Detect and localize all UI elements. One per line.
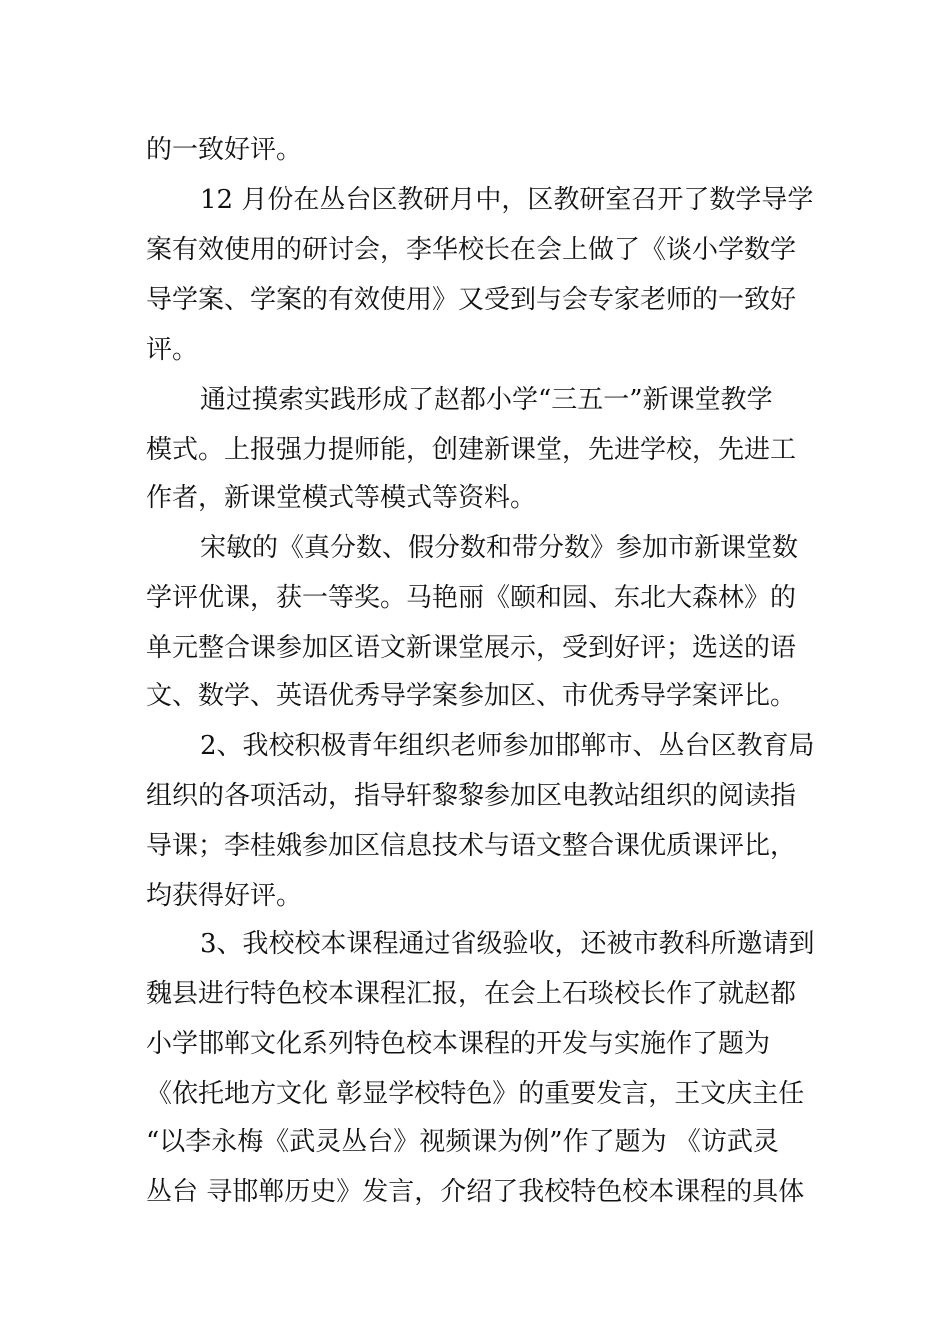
- paragraph-first-line: 3、我校校本课程通过省级验收，还被市教科所邀请到: [200, 929, 815, 959]
- paragraph-first-line: 12 月份在丛台区教研月中，区教研室召开了数学导学: [200, 185, 814, 215]
- text-line: 学评优课，获一等奖。马艳丽《颐和园、东北大森林》的: [146, 583, 797, 613]
- text-line: 《依托地方文化 彰显学校特色》的重要发言，王文庆主任: [146, 1079, 805, 1109]
- text-line: 小学邯郸文化系列特色校本课程的开发与实施作了题为: [146, 1029, 771, 1059]
- text-line: 导学案、学案的有效使用》又受到与会专家老师的一致好: [146, 285, 797, 315]
- paragraph-first-line: 宋敏的《真分数、假分数和带分数》参加市新课堂数: [200, 533, 799, 563]
- text-line: 丛台 寻邯郸历史》发言，介绍了我校特色校本课程的具体: [146, 1177, 805, 1207]
- text-line: 单元整合课参加区语文新课堂展示，受到好评；选送的语: [146, 633, 797, 663]
- text-line: 模式。上报强力提师能，创建新课堂，先进学校，先进工: [146, 435, 797, 465]
- text-line: 均获得好评。: [146, 881, 303, 911]
- text-line: 案有效使用的研讨会，李华校长在会上做了《谈小学数学: [146, 235, 797, 265]
- text-line: 的一致好评。: [146, 135, 303, 165]
- text-line: 魏县进行特色校本课程汇报，在会上石琰校长作了就赵都: [146, 979, 797, 1009]
- paragraph-first-line: 通过摸索实践形成了赵都小学“三五一”新课堂教学: [200, 385, 773, 415]
- text-line: “以李永梅《武灵丛台》视频课为例”作了题为 《访武灵: [146, 1127, 779, 1157]
- paragraph-first-line: 2、我校积极青年组织老师参加邯郸市、丛台区教育局: [200, 731, 815, 761]
- text-line: 组织的各项活动，指导轩黎黎参加区电教站组织的阅读指: [146, 781, 797, 811]
- text-line: 作者，新课堂模式等模式等资料。: [146, 483, 537, 513]
- text-line: 文、数学、英语优秀导学案参加区、市优秀导学案评比。: [146, 681, 797, 711]
- text-line: 评。: [146, 335, 199, 365]
- text-line: 导课；李桂娥参加区信息技术与语文整合课优质课评比，: [146, 831, 797, 861]
